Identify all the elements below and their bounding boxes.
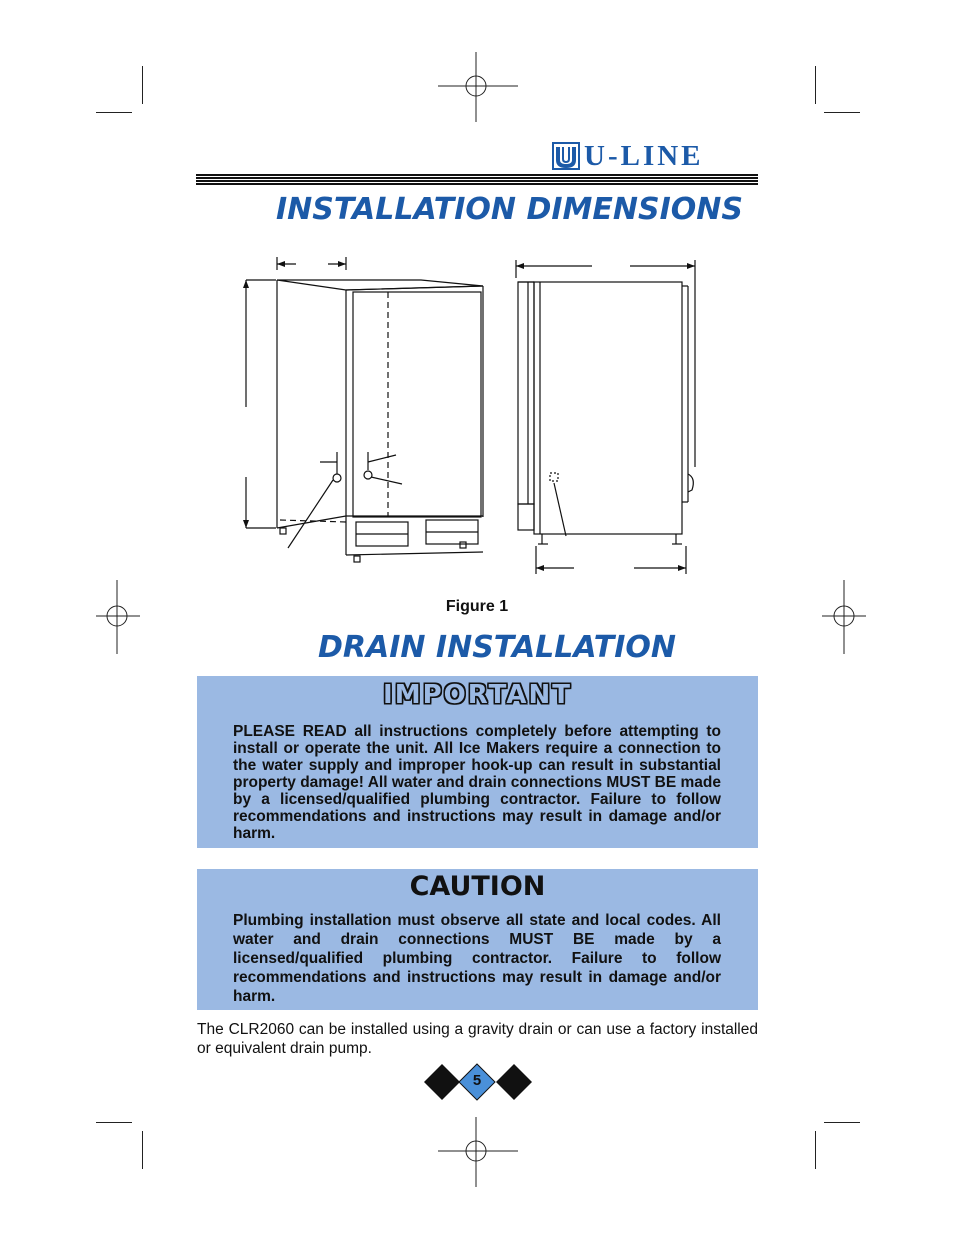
brand-logo <box>552 140 758 172</box>
diamond-right-icon <box>496 1064 532 1100</box>
header-rule <box>196 174 758 186</box>
caution-body: Plumbing installation must observe all state and local codes. All water and drain connections MUST BE made by a licensed/qualified plumbing contractor. Failure to follow recommendations and instructions may result in damage and/or harm. <box>233 912 721 1005</box>
registration-mark-icon <box>438 1117 518 1187</box>
important-body <box>233 723 721 842</box>
drain-installation-title: DRAIN INSTALLATION <box>318 630 676 665</box>
u-line-logo-icon <box>552 142 580 170</box>
crop-mark <box>815 1131 816 1169</box>
registration-mark-icon <box>438 52 518 122</box>
caution-notice-box <box>197 869 758 1010</box>
important-text: all instructions completely before attempting to install or operate the unit. All Ice Makers require a connection to the water supply and improper hook-up can result in substantial property damage! All water and drain connections MUST BE made by a licensed/qualified plumbing contractor. Failure to follow recommendations and instructions may result in damage and/or harm. <box>233 723 721 842</box>
important-notice-box <box>197 676 758 848</box>
page-number: 5 <box>472 1072 482 1089</box>
crop-mark <box>824 112 860 113</box>
crop-mark <box>824 1122 860 1123</box>
important-title: IMPORTANT <box>383 680 572 710</box>
diamond-left-icon <box>424 1064 460 1100</box>
important-lead: PLEASE READ <box>233 723 347 740</box>
crop-mark <box>142 1131 143 1169</box>
figure-1-dimension-drawing <box>236 252 706 582</box>
crop-mark <box>142 66 143 104</box>
installation-dimensions-title: INSTALLATION DIMENSIONS <box>276 192 743 227</box>
figure-caption: Figure 1 <box>445 598 509 615</box>
caution-title: CAUTION <box>409 871 546 902</box>
brand-name: U-LINE <box>584 140 704 172</box>
registration-mark-icon <box>822 580 866 654</box>
crop-mark <box>96 1122 132 1123</box>
crop-mark <box>96 112 132 113</box>
registration-mark-icon <box>96 580 140 654</box>
drain-intro-text: The CLR2060 can be installed using a gravity drain or can use a factory installed or equivalent drain pump. <box>197 1021 758 1057</box>
crop-mark <box>815 66 816 104</box>
